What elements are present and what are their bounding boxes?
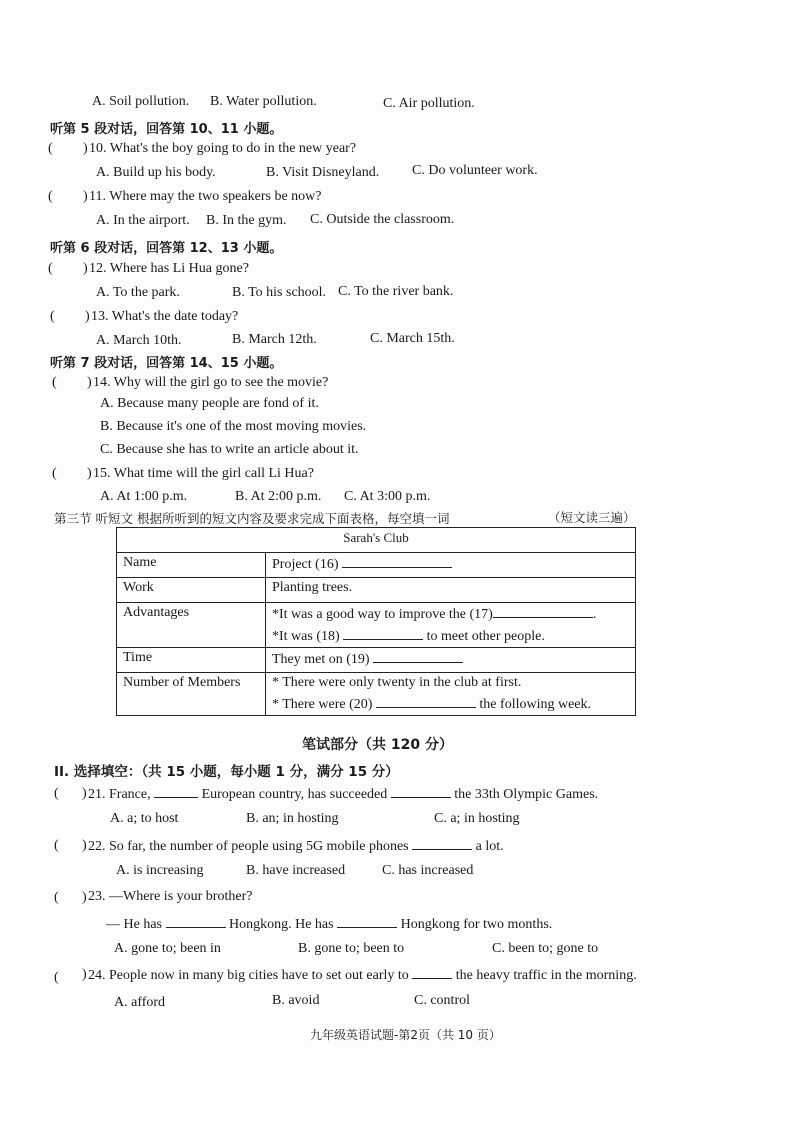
q14-option-b: B. Because it's one of the most moving movies.: [100, 419, 367, 434]
row-label-time: Time: [117, 648, 266, 673]
q23-blank2[interactable]: [337, 915, 397, 928]
row-value: [266, 553, 636, 578]
q21-question: [88, 785, 598, 803]
table-row: [117, 673, 636, 716]
q11-paren-open: (: [48, 189, 53, 204]
dialog6-header: 听第 6 段对话，回答第 12、13 小题。: [50, 241, 283, 256]
blank-18-end: to meet other people.: [426, 629, 545, 644]
q22-part1: 22. So far, the number of people using 5G mobile phones: [88, 839, 409, 854]
blank-18-label: *It was (18): [272, 629, 340, 644]
q14-paren-close: ): [87, 375, 92, 390]
q11-paren-close: ): [83, 189, 88, 204]
q15-option-c: C. At 3:00 p.m.: [344, 489, 431, 504]
q22-option-a: A. is increasing: [116, 863, 204, 878]
q15-option-a: A. At 1:00 p.m.: [100, 489, 188, 504]
section3-header: 第三节 听短文 根据所听到的短文内容及要求完成下面表格，每空填一词: [54, 511, 450, 526]
row-label-advantages: Advantages: [117, 603, 266, 648]
q12-question: 12. Where has Li Hua gone?: [89, 261, 249, 276]
blank-17-label: *It was a good way to improve the (17): [272, 607, 493, 622]
q23-part4: Hongkong for two months.: [400, 917, 553, 932]
q15-paren-close: ): [87, 466, 92, 481]
q11-option-a: A. In the airport.: [96, 213, 190, 228]
table-title: Sarah's Club: [117, 528, 636, 553]
q21-blank2[interactable]: [391, 785, 451, 798]
q21-paren-close: ): [82, 786, 87, 801]
q23-blank1[interactable]: [166, 915, 226, 928]
q12-paren-close: ): [83, 261, 88, 276]
q24-paren-close: ): [82, 967, 87, 982]
q23-option-b: B. gone to; been to: [298, 941, 405, 956]
q14-paren-open: (: [52, 375, 57, 390]
row-value: [266, 673, 636, 716]
q23-option-c: C. been to; gone to: [492, 941, 599, 956]
q24-option-b: B. avoid: [272, 993, 320, 1008]
q22-paren-close: ): [82, 838, 87, 853]
q11-option-c: C. Outside the classroom.: [310, 212, 455, 227]
blank-20-label: * There were (20): [272, 697, 373, 712]
q23-question: 23. —Where is your brother?: [88, 889, 253, 904]
q22-option-b: B. have increased: [246, 863, 346, 878]
q23-paren-close: ): [82, 890, 87, 905]
blank-17[interactable]: [493, 605, 593, 618]
q13-option-c: C. March 15th.: [370, 331, 455, 346]
q21-option-c: C. a; in hosting: [434, 811, 520, 826]
blank-16-label: Project (16): [272, 557, 339, 572]
q11-question: 11. Where may the two speakers be now?: [89, 189, 322, 204]
q12-option-c: C. To the river bank.: [338, 284, 454, 299]
blank-20[interactable]: [376, 695, 476, 708]
q15-question: 15. What time will the girl call Li Hua?: [93, 466, 314, 481]
q23-paren-open: (: [54, 890, 59, 905]
table-row: [117, 603, 636, 648]
q22-part2: a lot.: [475, 839, 504, 854]
q14-question: 14. Why will the girl go to see the movie?: [93, 375, 329, 390]
q13-option-b: B. March 12th.: [232, 332, 317, 347]
q10-option-a: A. Build up his body.: [96, 165, 216, 180]
q9-option-c: C. Air pollution.: [383, 96, 475, 111]
page-footer: 九年级英语试题-第2页（共 10 页）: [310, 1028, 501, 1042]
dialog7-header: 听第 7 段对话，回答第 14、15 小题。: [50, 356, 283, 371]
table-row: [117, 553, 636, 578]
q23-answer-line: [106, 915, 552, 933]
row-value: [266, 603, 636, 648]
q24-part2: the heavy traffic in the morning.: [455, 968, 637, 983]
blank-19-label: They met on (19): [272, 652, 370, 667]
q23-option-a: A. gone to; been in: [114, 941, 221, 956]
q10-paren-open: (: [48, 141, 53, 156]
q23-part2: — He has: [106, 917, 162, 932]
q15-paren-open: (: [52, 466, 57, 481]
q12-paren-open: (: [48, 261, 53, 276]
q12-option-b: B. To his school.: [232, 285, 327, 300]
q21-part3: the 33th Olympic Games.: [454, 787, 599, 802]
blank-16[interactable]: [342, 555, 452, 568]
sarahs-club-table: [116, 527, 636, 716]
q22-paren-open: (: [54, 838, 59, 853]
q21-part1: 21. France,: [88, 787, 151, 802]
q24-blank[interactable]: [412, 966, 452, 979]
q21-paren-open: (: [54, 786, 59, 801]
blank-18[interactable]: [343, 627, 423, 640]
q24-option-a: A. afford: [114, 995, 166, 1010]
q13-question: 13. What's the date today?: [91, 309, 239, 324]
q21-blank1[interactable]: [154, 785, 198, 798]
q10-option-b: B. Visit Disneyland.: [266, 165, 380, 180]
q24-option-c: C. control: [414, 993, 470, 1008]
row-label-work: Work: [117, 578, 266, 603]
q14-option-a: A. Because many people are fond of it.: [100, 396, 319, 411]
q14-option-c: C. Because she has to write an article about it.: [100, 442, 359, 457]
table-row: [117, 578, 636, 603]
blank-20-end: the following week.: [479, 697, 592, 712]
q22-blank[interactable]: [412, 837, 472, 850]
blank-17-end: .: [592, 607, 597, 622]
table-row: [117, 648, 636, 673]
row-value: [266, 648, 636, 673]
row-value-work: Planting trees.: [266, 578, 636, 603]
q24-question: [88, 966, 637, 984]
written-header: 笔试部分（共 120 分）: [302, 737, 453, 753]
section3-note: （短文读三遍）: [548, 510, 636, 525]
row-label-name: Name: [117, 553, 266, 578]
q22-question: [88, 837, 504, 855]
q10-question: 10. What's the boy going to do in the new year?: [89, 141, 357, 156]
q13-paren-close: ): [85, 309, 90, 324]
q21-option-a: A. a; to host: [110, 811, 179, 826]
q21-part2: European country, has succeeded: [201, 787, 388, 802]
members-first: * There were only twenty in the club at first.: [272, 675, 522, 690]
q11-option-b: B. In the gym.: [206, 213, 287, 228]
row-label-members: Number of Members: [117, 673, 266, 716]
blank-19[interactable]: [373, 650, 463, 663]
q15-option-b: B. At 2:00 p.m.: [235, 489, 322, 504]
q22-option-c: C. has increased: [382, 863, 474, 878]
dialog5-header: 听第 5 段对话，回答第 10、11 小题。: [50, 122, 283, 137]
q23-part3: Hongkong. He has: [229, 917, 334, 932]
q24-paren-open: (: [54, 970, 59, 985]
q13-paren-open: (: [50, 309, 55, 324]
q12-option-a: A. To the park.: [96, 285, 180, 300]
section2-header: II. 选择填空：（共 15 小题，每小题 1 分，满分 15 分）: [54, 764, 399, 780]
q9-option-a: A. Soil pollution.: [92, 94, 190, 109]
q21-option-b: B. an; in hosting: [246, 811, 339, 826]
q9-option-b: B. Water pollution.: [210, 94, 317, 109]
q13-option-a: A. March 10th.: [96, 333, 182, 348]
q24-part1: 24. People now in many big cities have to set out early to: [88, 968, 409, 983]
q10-paren-close: ): [83, 141, 88, 156]
q10-option-c: C. Do volunteer work.: [412, 163, 538, 178]
